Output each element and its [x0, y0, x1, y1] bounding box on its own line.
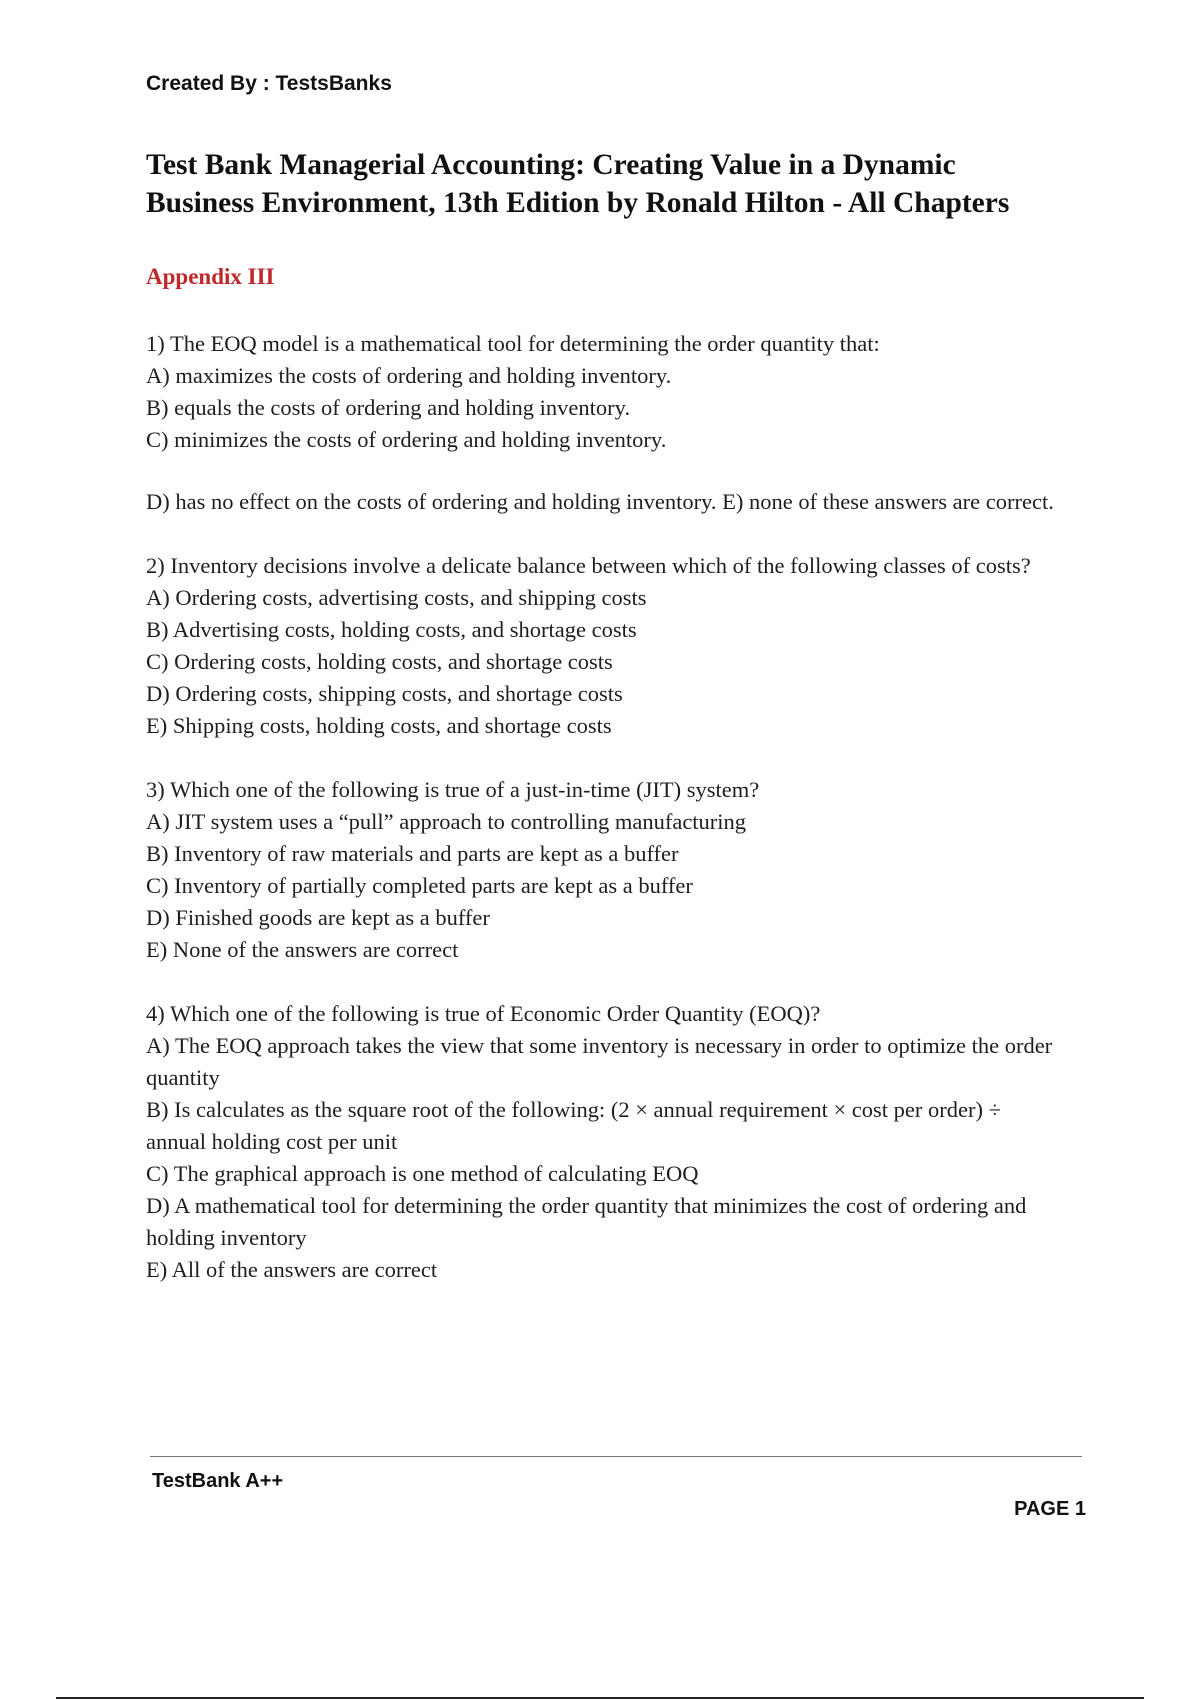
question-4-option-d: D) A mathematical tool for determining the order quantity that minimizes the cost of ordering and holding inventory — [146, 1193, 1027, 1250]
footer-divider — [150, 1456, 1082, 1457]
document-title — [146, 146, 1066, 222]
question-2-stem: 2) Inventory decisions involve a delicate balance between which of the following classes of costs? — [146, 553, 1031, 578]
question-2 — [146, 550, 1066, 742]
question-list — [146, 328, 1066, 1318]
question-4-option-e: E) All of the answers are correct — [146, 1257, 438, 1282]
question-3 — [146, 774, 1066, 966]
question-1 — [146, 328, 1066, 518]
question-3-option-e: E) None of the answers are correct — [146, 937, 459, 962]
question-2-option-b: B) Advertising costs, holding costs, and shortage costs — [146, 617, 637, 642]
section-heading: Appendix III — [146, 264, 275, 289]
question-3-option-a: A) JIT system uses a “pull” approach to controlling manufacturing — [146, 809, 747, 834]
question-2-option-a: A) Ordering costs, advertising costs, and shipping costs — [146, 585, 647, 610]
question-4-stem: 4) Which one of the following is true of Economic Order Quantity (EOQ)? — [146, 1001, 821, 1026]
question-2-option-c: C) Ordering costs, holding costs, and shortage costs — [146, 649, 613, 674]
question-3-option-c: C) Inventory of partially completed parts are kept as a buffer — [146, 873, 693, 898]
question-4-option-c: C) The graphical approach is one method of calculating EOQ — [146, 1161, 699, 1186]
question-1-stem: 1) The EOQ model is a mathematical tool for determining the order quantity that: — [146, 331, 880, 356]
question-1-option-c: C) minimizes the costs of ordering and holding inventory. — [146, 427, 667, 452]
question-3-stem: 3) Which one of the following is true of a just-in-time (JIT) system? — [146, 777, 760, 802]
page-number: PAGE 1 — [1014, 1498, 1086, 1520]
question-1-option-b: B) equals the costs of ordering and holding inventory. — [146, 395, 631, 420]
title-line-2: Business Environment, 13th Edition by Ronald Hilton - All Chapters — [146, 187, 1010, 219]
question-1-gap — [146, 456, 1066, 486]
question-4 — [146, 998, 1066, 1286]
question-4-option-b: B) Is calculates as the square root of the following: (2 × annual requirement × cost per order) ÷ annual holding cost per unit — [146, 1097, 1001, 1154]
question-4-option-a: A) The EOQ approach takes the view that some inventory is necessary in order to optimize the order quantity — [146, 1033, 1053, 1090]
created-by-label: Created By : TestsBanks — [146, 72, 392, 95]
footer-brand: TestBank A++ — [152, 1470, 284, 1492]
question-3-option-d: D) Finished goods are kept as a buffer — [146, 905, 490, 930]
question-3-option-b: B) Inventory of raw materials and parts are kept as a buffer — [146, 841, 679, 866]
question-2-option-e: E) Shipping costs, holding costs, and shortage costs — [146, 713, 612, 738]
question-1-option-a: A) maximizes the costs of ordering and holding inventory. — [146, 363, 672, 388]
question-2-option-d: D) Ordering costs, shipping costs, and shortage costs — [146, 681, 623, 706]
question-1-option-d-e: D) has no effect on the costs of ordering and holding inventory. E) none of these answers are correct. — [146, 489, 1054, 514]
title-line-1: Test Bank Managerial Accounting: Creating Value in a Dynamic — [146, 149, 956, 181]
page-bottom-border — [56, 1697, 1144, 1699]
